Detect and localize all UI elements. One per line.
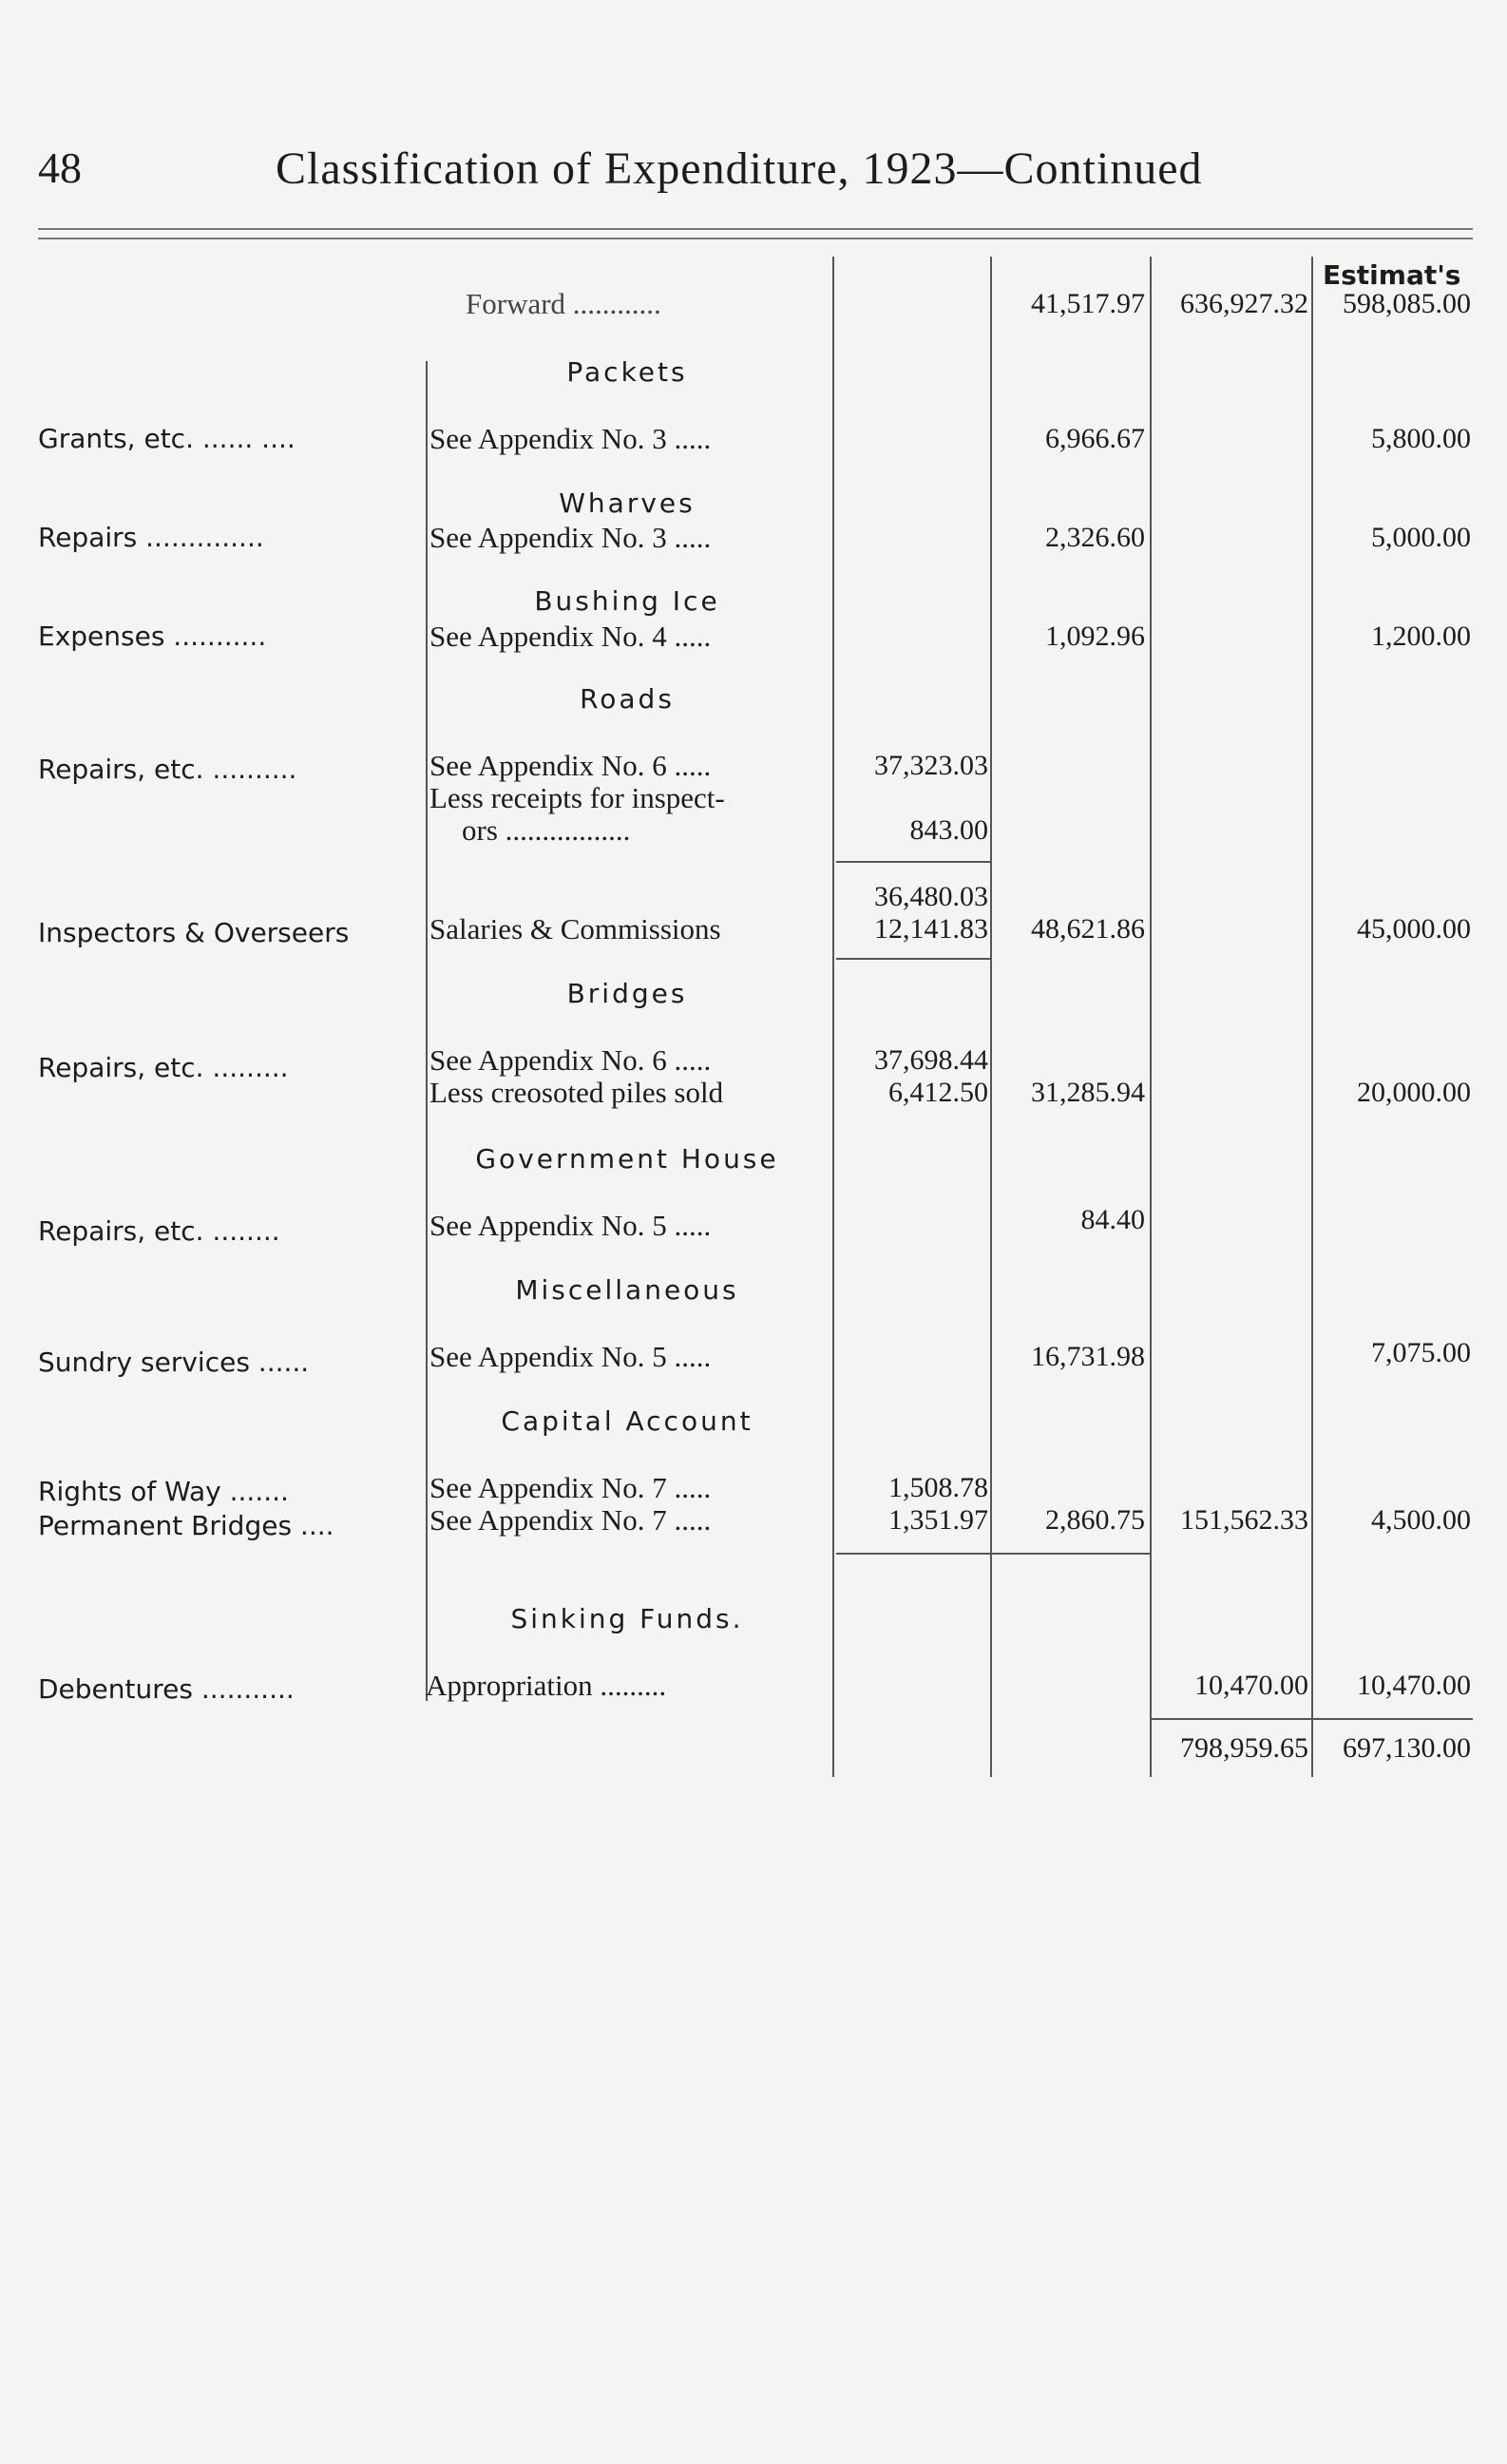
roads-desc-salaries: Salaries & Commissions [429,912,721,945]
wharves-label: Repairs .............. [38,522,264,553]
column-divider-3 [990,257,992,1777]
bridges-heading: Bridges [566,978,688,1009]
bridges-col5: 20,000.00 [1357,1077,1471,1108]
column-divider-4 [1150,257,1152,1777]
capital-desc-rights: See Appendix No. 7 ..... [429,1471,712,1504]
packets-heading: Packets [566,356,688,388]
bridges-col2-piles: 6,412.50 [888,1077,988,1108]
roads-desc-less: Less receipts for inspect- [429,781,725,814]
capital-total-rule [836,1553,1150,1555]
bushing-desc: See Appendix No. 4 ..... [429,620,712,653]
sinking-heading: Sinking Funds. [510,1603,744,1634]
total-col4: 798,959.65 [1180,1732,1308,1764]
capital-label-rights: Rights of Way ....... [38,1476,289,1507]
page-header [38,143,1473,209]
misc-col3: 16,731.98 [1031,1341,1145,1372]
govhouse-desc: See Appendix No. 5 ..... [429,1209,712,1242]
bridges-desc-less: Less creosoted piles sold [429,1076,724,1109]
misc-label: Sundry services ...... [38,1347,310,1378]
packets-label: Grants, etc. ...... .... [38,423,296,454]
estimates-header: Estimat's [1323,259,1461,291]
sinking-col4: 10,470.00 [1194,1670,1308,1701]
total-col5: 697,130.00 [1343,1732,1471,1764]
bushing-label: Expenses ........... [38,621,267,652]
roads-col2-gross: 37,323.03 [874,750,988,781]
roads-col2-receipts: 843.00 [909,814,988,846]
wharves-desc: See Appendix No. 3 ..... [429,521,712,554]
bushing-heading: Bushing Ice [534,585,720,617]
sinking-desc: Appropriation ......... [426,1669,667,1702]
capital-desc-bridges: See Appendix No. 7 ..... [429,1503,712,1537]
capital-col2-rights: 1,508.78 [888,1472,988,1503]
roads-col2-salaries: 12,141.83 [874,913,988,945]
roads-label-repairs: Repairs, etc. .......... [38,754,297,785]
govhouse-label: Repairs, etc. ........ [38,1215,280,1247]
grand-total-rule [1150,1718,1473,1720]
govhouse-heading: Government House [475,1143,779,1175]
govhouse-col3: 84.40 [1080,1204,1145,1235]
roads-col5: 45,000.00 [1357,913,1471,945]
bridges-label: Repairs, etc. ......... [38,1052,289,1083]
roads-subtotal-rule [836,861,990,863]
sinking-col5: 10,470.00 [1357,1670,1471,1701]
bridges-col3: 31,285.94 [1031,1077,1145,1108]
page-title: Classification of Expenditure, 1923—Continued [276,143,1203,194]
bridges-col2-gross: 37,698.44 [874,1044,988,1076]
roads-col3: 48,621.86 [1031,913,1145,945]
forward-label: Forward ............ [466,287,661,320]
column-divider-desc [426,361,428,1701]
wharves-col5: 5,000.00 [1371,522,1471,553]
forward-col3: 41,517.97 [1031,288,1145,319]
bushing-col5: 1,200.00 [1371,621,1471,652]
wharves-col3: 2,326.60 [1045,522,1145,553]
column-divider-2 [832,257,834,1777]
capital-col5: 4,500.00 [1371,1504,1471,1536]
misc-desc: See Appendix No. 5 ..... [429,1340,712,1373]
bushing-col3: 1,092.96 [1045,621,1145,652]
column-divider-5 [1311,257,1313,1777]
packets-col3: 6,966.67 [1045,423,1145,454]
misc-heading: Miscellaneous [515,1274,739,1306]
wharves-heading: Wharves [559,487,696,519]
roads-desc-ors: ors ................. [462,813,631,847]
capital-col2-bridges: 1,351.97 [888,1504,988,1536]
page-number: 48 [38,143,82,192]
capital-col3: 2,860.75 [1045,1504,1145,1536]
capital-col4: 151,562.33 [1180,1504,1308,1536]
roads-total-rule [836,958,990,960]
misc-col5: 7,075.00 [1371,1337,1471,1368]
forward-col5: 598,085.00 [1343,288,1471,319]
bridges-desc-appendix: See Appendix No. 6 ..... [429,1043,712,1077]
forward-col4: 636,927.32 [1180,288,1308,319]
packets-desc: See Appendix No. 3 ..... [429,422,712,455]
capital-label-bridges: Permanent Bridges .... [38,1510,334,1541]
roads-label-inspectors: Inspectors & Overseers [38,917,350,948]
sinking-label: Debentures ........... [38,1673,295,1705]
roads-heading: Roads [580,683,675,715]
capital-heading: Capital Account [501,1405,754,1437]
packets-col5: 5,800.00 [1371,423,1471,454]
header-rule-bottom [38,238,1473,239]
header-rule-top [38,228,1473,230]
roads-col2-net: 36,480.03 [874,881,988,912]
roads-desc-appendix: See Appendix No. 6 ..... [429,749,712,782]
